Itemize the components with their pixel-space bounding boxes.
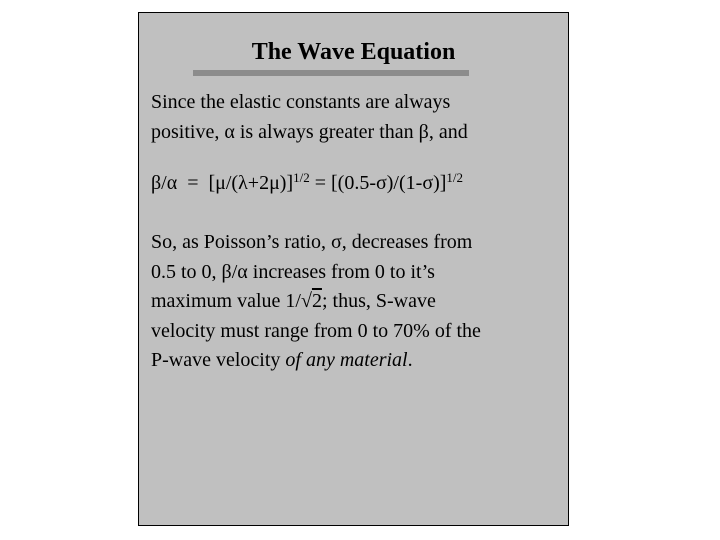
text-run: is always greater than [234, 120, 419, 143]
equation-rhs: = [(0.5-σ)/(1-σ)] [309, 172, 447, 194]
paragraph-line [151, 346, 481, 376]
paragraph-line: velocity must range from 0 to 70% of the [151, 319, 481, 342]
emphasis-text: of any material [285, 349, 408, 371]
text-run: P-wave velocity [151, 349, 286, 371]
equation-lhs: β/α = [μ/(λ+2μ)] [151, 172, 294, 194]
sqrt-argument: 2 [311, 290, 322, 312]
text-run: ; thus, S-wave [321, 290, 436, 312]
text-run: , and [428, 120, 468, 143]
beta-symbol: β [418, 120, 429, 143]
exponent: 1/2 [446, 170, 464, 185]
paragraph-constants [151, 88, 468, 147]
text-run: . [407, 349, 413, 371]
paragraph-line: 0.5 to 0, β/α increases from 0 to it’s [151, 260, 435, 283]
exponent: 1/2 [293, 170, 310, 185]
alpha-symbol: α [224, 120, 235, 143]
slide-panel [138, 12, 569, 526]
paragraph-poisson [151, 228, 481, 376]
title-underline [193, 70, 469, 76]
paragraph-line [151, 118, 468, 148]
paragraph-line: Since the elastic constants are always [151, 91, 451, 113]
velocity-ratio-equation [151, 169, 463, 199]
slide-title: The Wave Equation [251, 39, 456, 65]
paragraph-line: So, as Poisson’s ratio, σ, decreases from [151, 231, 473, 253]
paragraph-line [151, 287, 481, 317]
text-run: positive, [151, 120, 225, 143]
text-run: maximum value 1/√ [151, 290, 312, 312]
